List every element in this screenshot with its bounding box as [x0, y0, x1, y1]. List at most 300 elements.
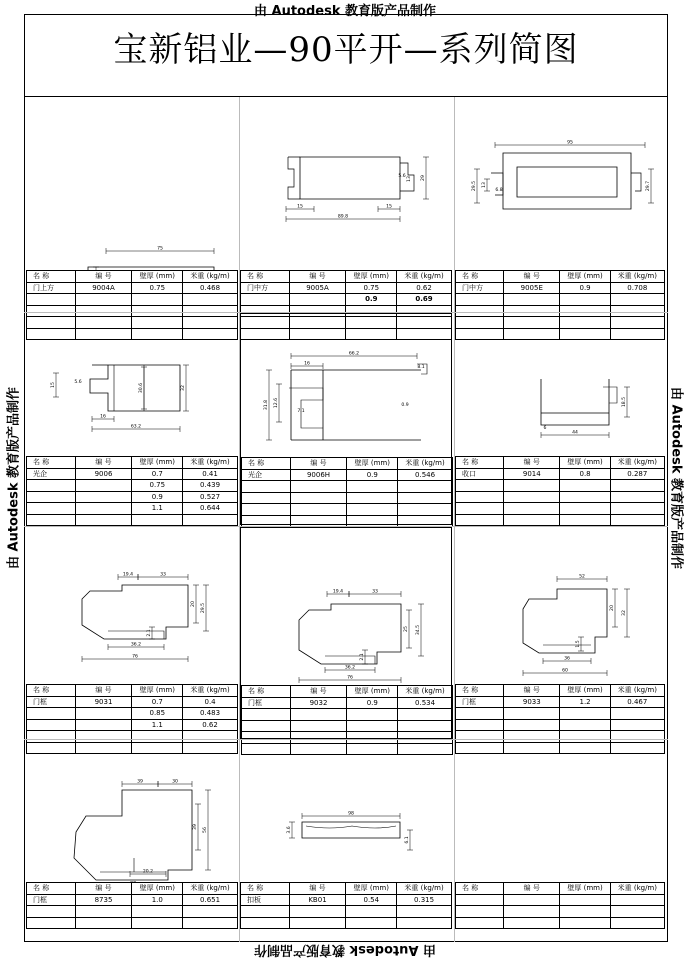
dimension-label: 63.2 [130, 424, 142, 430]
table-cell [242, 709, 291, 721]
table-cell [27, 503, 76, 515]
dimension-label: 76 [132, 654, 138, 660]
table-cell: 0.644 [183, 503, 238, 515]
table-cell [132, 906, 183, 918]
table-header-row [27, 685, 238, 697]
table-cell [398, 709, 453, 721]
profile-drawing [26, 740, 238, 882]
watermark-left: 由 Autodesk 教育版产品制作 [6, 386, 22, 570]
profile-outline [306, 826, 396, 828]
table-cell [504, 906, 560, 918]
dimension-label: 20 [610, 605, 615, 611]
profile-drawing [455, 740, 665, 882]
spec-table [241, 457, 453, 527]
table-cell [346, 906, 397, 918]
profile-cell [26, 99, 238, 311]
table-header-row [456, 271, 665, 283]
table-cell: 门上方 [27, 282, 76, 294]
table-cell: 9032 [290, 697, 347, 709]
table-cell [27, 480, 76, 492]
table-header-cell: 编 号 [75, 457, 132, 469]
table-cell [504, 503, 560, 515]
table-cell: 0.75 [132, 480, 183, 492]
table-header-row [242, 686, 453, 698]
table-row [27, 282, 238, 294]
column-divider [454, 97, 455, 942]
dimension-label: 6.8 [495, 188, 503, 193]
dimension-label: 2.1 [147, 629, 152, 637]
table-cell: 门框 [242, 697, 291, 709]
table-header-cell: 名 称 [456, 457, 504, 469]
table-cell [397, 906, 452, 918]
table-cell [398, 481, 453, 493]
table-header-cell: 壁厚 (mm) [347, 458, 398, 470]
table-cell [397, 917, 452, 929]
dimension-label: 29 [421, 175, 426, 181]
dimension-label: 0.9 [401, 403, 409, 408]
table-header-cell: 壁厚 (mm) [346, 271, 397, 283]
table-header-row [456, 685, 665, 697]
table-cell [183, 917, 238, 929]
dimension-label: 15 [51, 382, 56, 388]
table-cell [456, 503, 504, 515]
table-header-cell: 编 号 [504, 883, 560, 895]
table-cell [560, 906, 610, 918]
table-header-cell: 壁厚 (mm) [132, 457, 183, 469]
dimension-label: 36 [564, 656, 570, 662]
table-header-row [27, 883, 238, 895]
table-cell [290, 720, 347, 732]
table-header-cell: 名 称 [27, 883, 76, 895]
dimension-label: 52 [579, 574, 585, 580]
table-cell [290, 515, 347, 527]
table-cell [290, 709, 347, 721]
table-cell: KB01 [289, 894, 346, 906]
table-row [27, 906, 238, 918]
table-header-cell: 名 称 [27, 457, 76, 469]
table-cell [75, 719, 132, 731]
table-cell: 0.439 [183, 480, 238, 492]
table-cell: 0.527 [183, 491, 238, 503]
column-divider [239, 97, 240, 942]
table-cell [610, 294, 664, 306]
watermark-top: 由 Autodesk 教育版产品制作 [253, 4, 437, 19]
table-cell: 0.41 [183, 468, 238, 480]
table-cell [241, 906, 290, 918]
table-cell [132, 294, 183, 306]
table-row [241, 294, 452, 306]
dimension-label: 56 [203, 827, 208, 833]
table-cell [560, 514, 610, 526]
profile-outline [503, 153, 631, 209]
table-header-cell: 米重 (kg/m) [183, 271, 238, 283]
dimension-label: 16 [304, 361, 310, 367]
dimension-label: 13 [407, 176, 412, 182]
table-cell [132, 917, 183, 929]
table-header-cell: 编 号 [75, 271, 132, 283]
profile-cell [240, 527, 452, 739]
table-cell [560, 894, 610, 906]
profile-drawing [26, 527, 238, 684]
table-cell: 0.85 [132, 708, 183, 720]
table-cell [560, 719, 610, 731]
table-row [456, 906, 665, 918]
dimension-label: 34.5 [416, 624, 421, 636]
table-header-cell: 编 号 [290, 686, 347, 698]
dimension-label: 20.2 [142, 869, 154, 875]
dimension-label: 18.5 [622, 396, 627, 408]
dimension-label: 30 [172, 779, 178, 785]
table-cell [560, 917, 610, 929]
table-cell [398, 720, 453, 732]
table-cell [242, 504, 291, 516]
profile-outline [631, 173, 641, 191]
row-divider [24, 526, 668, 527]
table-cell: 门框 [27, 696, 76, 708]
table-cell: 0.315 [397, 894, 452, 906]
table-cell [560, 480, 610, 492]
table-cell: 门框 [27, 894, 76, 906]
table-cell: 0.54 [346, 894, 397, 906]
table-cell [347, 515, 398, 527]
table-cell [560, 503, 610, 515]
table-cell [610, 894, 664, 906]
table-header-cell: 编 号 [504, 271, 560, 283]
profile-outline [74, 790, 192, 880]
table-cell: 0.75 [346, 282, 397, 294]
table-cell [75, 917, 132, 929]
table-row [456, 468, 665, 480]
table-cell [183, 294, 238, 306]
table-cell: 0.9 [347, 469, 398, 481]
table-row [456, 894, 665, 906]
table-header-cell: 米重 (kg/m) [183, 685, 238, 697]
table-cell: 0.468 [183, 282, 238, 294]
profile-drawing [26, 99, 238, 270]
table-header-cell: 壁厚 (mm) [346, 883, 397, 895]
table-row [456, 294, 665, 306]
table-header-row [456, 883, 665, 895]
table-cell: 1.0 [132, 894, 183, 906]
table-cell [289, 906, 346, 918]
table-header-cell: 名 称 [27, 685, 76, 697]
profile-outline [603, 387, 617, 403]
table-cell [347, 481, 398, 493]
table-row [456, 282, 665, 294]
table-cell: 光企 [242, 469, 291, 481]
dimension-label: 32 [622, 610, 627, 616]
dimension-label: 5.6 [398, 174, 406, 179]
table-cell [504, 917, 560, 929]
table-header-cell: 名 称 [456, 883, 504, 895]
table-header-cell: 壁厚 (mm) [132, 685, 183, 697]
table-header-row [27, 457, 238, 469]
table-cell [504, 491, 560, 503]
dimension-label: 12.6 [274, 397, 279, 409]
table-cell [504, 514, 560, 526]
profile-outline [299, 604, 401, 664]
profile-cell [26, 527, 238, 739]
profile-drawing [240, 740, 452, 882]
table-cell [456, 294, 504, 306]
dimension-label: 25 [404, 626, 409, 632]
table-row [27, 468, 238, 480]
profile-cell [455, 99, 665, 311]
table-row [242, 515, 453, 527]
table-cell [289, 294, 346, 306]
table-header-cell: 壁厚 (mm) [560, 457, 610, 469]
table-cell [610, 906, 664, 918]
table-cell [75, 906, 132, 918]
table-header-cell: 编 号 [290, 458, 347, 470]
profile-drawing [241, 528, 453, 685]
dimension-label: 36.2 [344, 665, 356, 671]
table-cell: 9033 [504, 696, 560, 708]
table-cell: 9005A [289, 282, 346, 294]
dimension-label: 7.1 [297, 409, 305, 414]
table-row [27, 894, 238, 906]
profile-cell [240, 99, 452, 311]
table-header-cell: 编 号 [75, 883, 132, 895]
table-cell [132, 514, 183, 526]
table-row [456, 514, 665, 526]
table-row [456, 491, 665, 503]
table-cell [27, 294, 76, 306]
table-cell [456, 491, 504, 503]
table-cell [456, 917, 504, 929]
table-row [27, 708, 238, 720]
table-header-cell: 编 号 [504, 685, 560, 697]
table-row [241, 894, 452, 906]
table-header-cell: 编 号 [75, 685, 132, 697]
table-row [27, 503, 238, 515]
table-header-cell: 名 称 [27, 271, 76, 283]
profile-drawing [241, 314, 453, 457]
table-header-cell: 名 称 [456, 685, 504, 697]
profile-outline [541, 379, 609, 425]
dimension-label: 60 [562, 668, 568, 674]
table-cell [75, 514, 132, 526]
profile-cell [455, 740, 665, 940]
table-cell [398, 492, 453, 504]
table-cell [75, 708, 132, 720]
table-cell: 9006 [75, 468, 132, 480]
table-cell: 扣板 [241, 894, 290, 906]
table-cell: 1.2 [560, 696, 610, 708]
table-header-cell: 壁厚 (mm) [560, 271, 610, 283]
table-row [241, 917, 452, 929]
table-cell [241, 917, 290, 929]
profile-cell [26, 740, 238, 940]
table-cell [504, 894, 560, 906]
table-cell: 0.7 [132, 696, 183, 708]
table-cell [27, 491, 76, 503]
table-header-cell: 壁厚 (mm) [560, 685, 610, 697]
table-header-cell: 米重 (kg/m) [397, 883, 452, 895]
table-cell: 0.69 [397, 294, 452, 306]
table-cell: 0.651 [183, 894, 238, 906]
table-cell: 0.9 [347, 697, 398, 709]
table-cell: 0.287 [610, 468, 664, 480]
table-cell: 光企 [27, 468, 76, 480]
table-header-cell: 米重 (kg/m) [610, 883, 664, 895]
table-cell: 0.62 [397, 282, 452, 294]
table-row [242, 492, 453, 504]
table-cell [27, 917, 76, 929]
table-cell [610, 719, 664, 731]
dimension-label: 31.8 [264, 399, 269, 411]
table-header-cell: 名 称 [241, 883, 290, 895]
table-header-row [242, 458, 453, 470]
table-cell [560, 294, 610, 306]
dimension-label: 15 [386, 204, 392, 210]
table-cell [347, 720, 398, 732]
dimension-label: 5.6 [74, 380, 82, 385]
table-cell: 9004A [75, 282, 132, 294]
dimension-label: 33 [372, 589, 378, 595]
table-cell: 0.75 [132, 282, 183, 294]
table-cell: 0.7 [132, 468, 183, 480]
dimension-label: 1.5 [576, 640, 581, 648]
dimension-label: 75 [157, 246, 163, 252]
table-cell [610, 480, 664, 492]
table-row [27, 696, 238, 708]
table-header-cell: 米重 (kg/m) [610, 685, 664, 697]
table-cell [75, 503, 132, 515]
table-cell [27, 514, 76, 526]
profile-outline [302, 822, 400, 838]
table-header-cell: 编 号 [289, 883, 346, 895]
dimension-label: 15 [297, 204, 303, 210]
table-header-cell: 壁厚 (mm) [347, 686, 398, 698]
table-row [27, 480, 238, 492]
dimension-label: 30.6 [139, 382, 144, 394]
table-cell: 9031 [75, 696, 132, 708]
table-cell: 0.9 [346, 294, 397, 306]
table-header-cell: 米重 (kg/m) [183, 883, 238, 895]
table-row [242, 720, 453, 732]
table-cell [183, 906, 238, 918]
table-cell: 门中方 [241, 282, 290, 294]
table-row [241, 282, 452, 294]
table-cell: 收口 [456, 468, 504, 480]
table-cell [456, 894, 504, 906]
dimension-label: 39 [193, 824, 198, 830]
table-cell [456, 906, 504, 918]
table-row [242, 697, 453, 709]
dimension-label: 89.8 [337, 214, 349, 220]
table-cell: 0.708 [610, 282, 664, 294]
table-row [456, 719, 665, 731]
profile-outline [90, 365, 180, 411]
table-cell [75, 294, 132, 306]
profile-outline [108, 631, 164, 639]
table-cell [290, 504, 347, 516]
dimension-label: 39 [137, 779, 143, 785]
dimension-label: 66.2 [348, 351, 360, 357]
table-cell [456, 480, 504, 492]
row-divider [24, 739, 668, 740]
table-cell [27, 906, 76, 918]
dimension-label: 13 [482, 182, 487, 188]
table-header-cell: 米重 (kg/m) [398, 686, 453, 698]
dimension-label: 76 [347, 675, 353, 681]
profile-outline [523, 589, 607, 653]
profile-cell [455, 527, 665, 739]
table-header-row [241, 883, 452, 895]
table-cell [347, 709, 398, 721]
table-cell: 1.1 [132, 719, 183, 731]
table-cell [504, 708, 560, 720]
dimension-label: 32 [181, 385, 186, 391]
table-cell [27, 708, 76, 720]
page-title: 宝新铝业—90平开—系列简图 [113, 30, 579, 70]
table-cell: 0.9 [560, 282, 610, 294]
profile-drawing [455, 527, 665, 684]
table-row [27, 719, 238, 731]
table-cell [610, 491, 664, 503]
table-cell [290, 481, 347, 493]
table-cell: 9014 [504, 468, 560, 480]
table-cell [27, 719, 76, 731]
table-row [27, 514, 238, 526]
table-cell: 0.467 [610, 696, 664, 708]
table-row [242, 481, 453, 493]
profile-outline [289, 388, 323, 428]
table-cell: 0.546 [398, 469, 453, 481]
table-row [27, 294, 238, 306]
dimension-label: 6 [543, 426, 547, 431]
table-cell [242, 492, 291, 504]
title-divider [24, 96, 668, 97]
table-cell: 1.1 [132, 503, 183, 515]
dimension-label: 29.7 [646, 180, 651, 192]
table-cell [610, 514, 664, 526]
dimension-label: 33 [160, 572, 166, 578]
watermark-bottom: 由 Autodesk 教育版产品制作 [253, 942, 437, 957]
table-cell: 0.483 [183, 708, 238, 720]
dimension-label: 2.1 [360, 653, 365, 661]
profile-cell [240, 313, 452, 525]
table-cell: 9005E [504, 282, 560, 294]
table-header-row [27, 271, 238, 283]
spec-table [26, 456, 238, 526]
table-cell: 8735 [75, 894, 132, 906]
table-cell: 0.534 [398, 697, 453, 709]
table-cell [504, 294, 560, 306]
watermark-right: 由 Autodesk 教育版产品制作 [668, 386, 684, 570]
table-cell [610, 708, 664, 720]
dimension-label: 3.6 [287, 826, 292, 834]
table-row [456, 696, 665, 708]
table-cell [242, 515, 291, 527]
table-row [242, 504, 453, 516]
table-cell [346, 917, 397, 929]
table-cell: 9006H [290, 469, 347, 481]
spec-table [26, 882, 238, 929]
table-row [27, 491, 238, 503]
profile-outline [288, 157, 300, 199]
profile-cell [455, 313, 665, 525]
profile-drawing [26, 313, 238, 456]
table-header-cell: 名 称 [242, 458, 291, 470]
profile-drawing [240, 99, 452, 270]
table-header-cell: 壁厚 (mm) [560, 883, 610, 895]
table-cell: 门中方 [456, 282, 504, 294]
table-cell [75, 480, 132, 492]
table-cell [560, 708, 610, 720]
dimension-label: 16 [100, 414, 106, 420]
